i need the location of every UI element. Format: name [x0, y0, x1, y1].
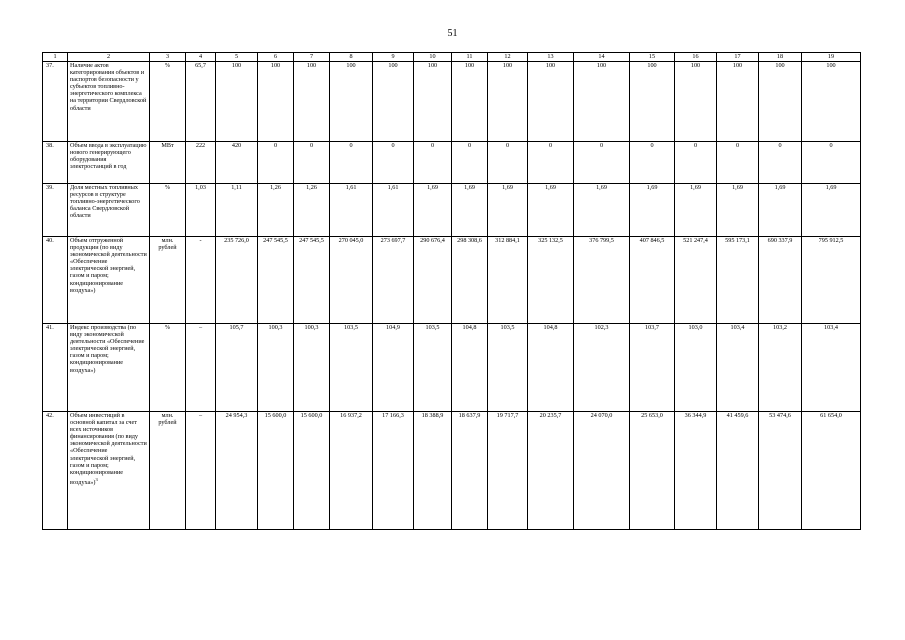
column-header: 18: [759, 53, 802, 62]
value-cell: 100: [675, 62, 717, 142]
value-cell: 0: [717, 142, 759, 184]
base-value: 65,7: [186, 62, 216, 142]
value-cell: 41 459,6: [717, 412, 759, 530]
table-row: [43, 184, 861, 237]
value-cell: 1,69: [717, 184, 759, 237]
indicator-name: Индекс производства (по виду экономической деятельности «Обеспечение электрической энергией, газом и паром; кондиционирование воздуха»): [68, 324, 150, 412]
value-cell: 103,2: [759, 324, 802, 412]
value-cell: 20 235,7: [528, 412, 574, 530]
column-header: 5: [216, 53, 258, 62]
value-cell: 104,9: [373, 324, 414, 412]
value-cell: 100: [574, 62, 630, 142]
value-cell: 61 654,0: [802, 412, 861, 530]
unit: %: [150, 324, 186, 412]
value-cell: 1,69: [759, 184, 802, 237]
column-header: 15: [630, 53, 675, 62]
column-header: 12: [488, 53, 528, 62]
value-cell: 298 308,6: [452, 237, 488, 324]
value-cell: 100: [528, 62, 574, 142]
indicator-name: Наличие актов категорирования объектов и паспортов безопасности у субъектов топливно-энергетического комплекса на территории Свердловской области: [68, 62, 150, 142]
value-cell: 0: [759, 142, 802, 184]
column-header: 13: [528, 53, 574, 62]
value-cell: 100: [488, 62, 528, 142]
value-cell: 0: [574, 142, 630, 184]
value-cell: 407 846,5: [630, 237, 675, 324]
column-header: 2: [68, 53, 150, 62]
indicator-name: Объем отгруженной продукции (по виду экономической деятельности «Обеспечение электрической энергией, газом и паром; кондиционирование воздуха»): [68, 237, 150, 324]
value-cell: 100: [630, 62, 675, 142]
value-cell: 16 937,2: [330, 412, 373, 530]
column-header: 1: [43, 53, 68, 62]
value-cell: 376 799,5: [574, 237, 630, 324]
value-cell: 1,61: [373, 184, 414, 237]
value-cell: 53 474,6: [759, 412, 802, 530]
value-cell: 100: [717, 62, 759, 142]
value-cell: 15 600,0: [294, 412, 330, 530]
value-cell: 105,7: [216, 324, 258, 412]
column-header: 10: [414, 53, 452, 62]
row-number: 41.: [43, 324, 68, 412]
value-cell: 521 247,4: [675, 237, 717, 324]
footnote-marker: 3: [95, 476, 98, 482]
value-cell: 100: [373, 62, 414, 142]
column-header: 17: [717, 53, 759, 62]
table-row: [43, 324, 861, 412]
value-cell: 103,5: [330, 324, 373, 412]
row-number: 42.: [43, 412, 68, 530]
base-value: 222: [186, 142, 216, 184]
value-cell: 1,11: [216, 184, 258, 237]
value-cell: 24 954,3: [216, 412, 258, 530]
value-cell: 100: [802, 62, 861, 142]
value-cell: 690 337,9: [759, 237, 802, 324]
value-cell: 290 676,4: [414, 237, 452, 324]
column-header: 7: [294, 53, 330, 62]
row-number: 39.: [43, 184, 68, 237]
value-cell: 1,69: [528, 184, 574, 237]
value-cell: 103,5: [414, 324, 452, 412]
value-cell: 0: [452, 142, 488, 184]
indicator-name: Доля местных топливных ресурсов в структуре топливно-энергетического баланса Свердловской области: [68, 184, 150, 237]
value-cell: 24 070,0: [574, 412, 630, 530]
value-cell: 103,5: [488, 324, 528, 412]
indicators-table: [42, 52, 861, 530]
unit: МВт: [150, 142, 186, 184]
value-cell: 1,69: [574, 184, 630, 237]
row-number: 38.: [43, 142, 68, 184]
value-cell: 795 912,5: [802, 237, 861, 324]
value-cell: 0: [675, 142, 717, 184]
value-cell: 100: [759, 62, 802, 142]
value-cell: 100: [414, 62, 452, 142]
value-cell: 1,69: [630, 184, 675, 237]
value-cell: 0: [414, 142, 452, 184]
value-cell: 1,26: [258, 184, 294, 237]
value-cell: 100: [330, 62, 373, 142]
value-cell: 103,0: [675, 324, 717, 412]
value-cell: 15 600,0: [258, 412, 294, 530]
value-cell: 0: [802, 142, 861, 184]
value-cell: 273 697,7: [373, 237, 414, 324]
value-cell: 103,7: [630, 324, 675, 412]
value-cell: 0: [488, 142, 528, 184]
value-cell: 1,69: [675, 184, 717, 237]
value-cell: 17 166,3: [373, 412, 414, 530]
value-cell: 18 637,9: [452, 412, 488, 530]
value-cell: 36 344,9: [675, 412, 717, 530]
value-cell: 25 653,0: [630, 412, 675, 530]
value-cell: 100: [294, 62, 330, 142]
table-row: [43, 142, 861, 184]
value-cell: 247 545,5: [258, 237, 294, 324]
value-cell: 1,69: [488, 184, 528, 237]
value-cell: 270 045,0: [330, 237, 373, 324]
table-row: [43, 62, 861, 142]
column-header: 8: [330, 53, 373, 62]
value-cell: 0: [294, 142, 330, 184]
header-row: [43, 53, 861, 62]
base-value: –: [186, 412, 216, 530]
value-cell: 312 884,1: [488, 237, 528, 324]
value-cell: 0: [330, 142, 373, 184]
unit: %: [150, 184, 186, 237]
column-header: 3: [150, 53, 186, 62]
base-value: 1,03: [186, 184, 216, 237]
indicator-name-text: Объем инвестиций в основной капитал за счет всех источников финансирования (по виду экономической деятельности «Обеспечение электрической энергией, газом и паром; кондиционирование воздуха»): [70, 412, 147, 486]
value-cell: 100: [258, 62, 294, 142]
value-cell: 0: [258, 142, 294, 184]
column-header: 6: [258, 53, 294, 62]
value-cell: 18 388,9: [414, 412, 452, 530]
value-cell: 104,8: [528, 324, 574, 412]
base-value: –: [186, 324, 216, 412]
value-cell: 103,4: [717, 324, 759, 412]
value-cell: 104,8: [452, 324, 488, 412]
row-number: 40.: [43, 237, 68, 324]
page-number: 51: [447, 28, 458, 39]
unit: млн. рублей: [150, 412, 186, 530]
value-cell: 235 726,0: [216, 237, 258, 324]
value-cell: 103,4: [802, 324, 861, 412]
column-header: 14: [574, 53, 630, 62]
value-cell: 100: [216, 62, 258, 142]
value-cell: 595 173,1: [717, 237, 759, 324]
unit: %: [150, 62, 186, 142]
row-number: 37.: [43, 62, 68, 142]
indicator-name: [68, 412, 150, 530]
value-cell: 1,69: [414, 184, 452, 237]
value-cell: 247 545,5: [294, 237, 330, 324]
value-cell: 100,3: [294, 324, 330, 412]
column-header: 4: [186, 53, 216, 62]
table-row: [43, 237, 861, 324]
value-cell: 1,69: [452, 184, 488, 237]
value-cell: 1,26: [294, 184, 330, 237]
unit: млн. рублей: [150, 237, 186, 324]
value-cell: 0: [528, 142, 574, 184]
value-cell: 0: [373, 142, 414, 184]
value-cell: 100,3: [258, 324, 294, 412]
value-cell: 100: [452, 62, 488, 142]
column-header: 11: [452, 53, 488, 62]
table-row: [43, 412, 861, 530]
column-header: 19: [802, 53, 861, 62]
value-cell: 0: [630, 142, 675, 184]
value-cell: 325 132,5: [528, 237, 574, 324]
value-cell: 1,61: [330, 184, 373, 237]
value-cell: 1,69: [802, 184, 861, 237]
column-header: 16: [675, 53, 717, 62]
value-cell: 420: [216, 142, 258, 184]
indicator-name: Объем ввода в эксплуатацию нового генерирующего оборудования электростанций в год: [68, 142, 150, 184]
base-value: -: [186, 237, 216, 324]
value-cell: 102,3: [574, 324, 630, 412]
column-header: 9: [373, 53, 414, 62]
value-cell: 19 717,7: [488, 412, 528, 530]
